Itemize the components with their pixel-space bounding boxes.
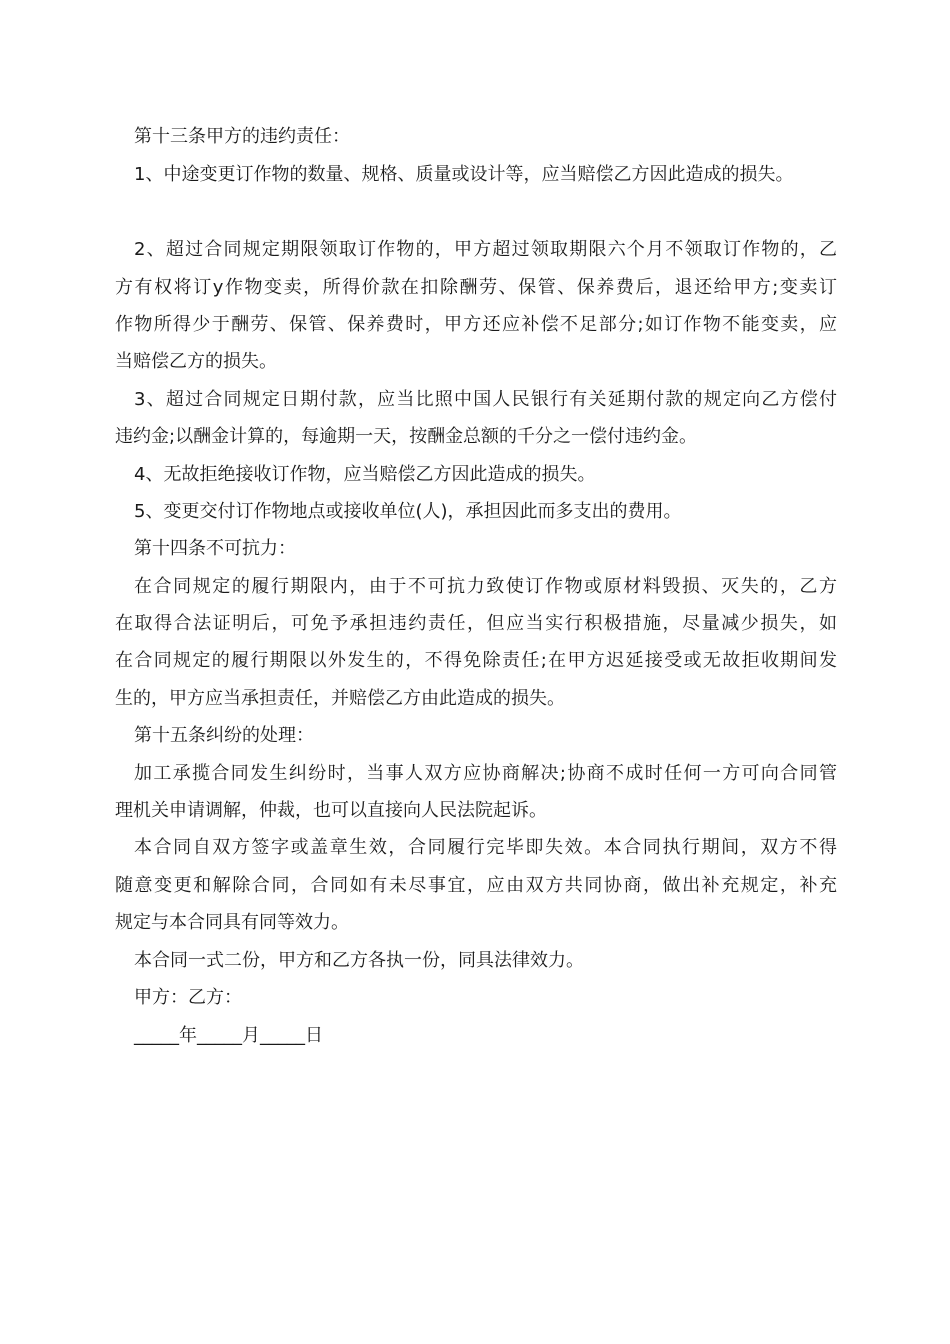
article-13-item-2-line-3: 作物所得少于酬劳、保管、保养费时，甲方还应补偿不足部分;如订作物不能变卖，应	[115, 314, 837, 335]
closing-effect-line-3: 规定与本合同具有同等效力。	[115, 912, 349, 933]
article-13-item-4: 4、无故拒绝接收订作物，应当赔偿乙方因此造成的损失。	[134, 464, 596, 485]
article-15-body-line-2: 理机关申请调解，仲裁，也可以直接向人民法院起诉。	[115, 800, 547, 821]
signature-parties: 甲方：乙方：	[134, 987, 242, 1008]
article-14-body-line-3: 在合同规定的履行期限以外发生的，不得免除责任;在甲方迟延接受或无故拒收期间发	[115, 650, 837, 671]
article-13-item-3-line-1: 3、超过合同规定日期付款，应当比照中国人民银行有关延期付款的规定向乙方偿付	[134, 389, 837, 410]
article-15-body-line-1: 加工承揽合同发生纠纷时，当事人双方应协商解决;协商不成时任何一方可向合同管	[134, 763, 837, 784]
article-13-item-1: 1、中途变更订作物的数量、规格、质量或设计等，应当赔偿乙方因此造成的损失。	[134, 164, 794, 185]
article-13-item-2-line-4: 当赔偿乙方的损失。	[115, 351, 277, 372]
article-13-item-5: 5、变更交付订作物地点或接收单位(人)，承担因此而多支出的费用。	[134, 501, 682, 522]
article-14-body-line-4: 生的，甲方应当承担责任，并赔偿乙方由此造成的损失。	[115, 688, 565, 709]
article-14-body-line-1: 在合同规定的履行期限内，由于不可抗力致使订作物或原材料毁损、灭失的，乙方	[134, 576, 837, 597]
article-15-heading: 第十五条纠纷的处理：	[134, 725, 314, 746]
article-13-heading: 第十三条甲方的违约责任：	[134, 126, 350, 147]
article-13-item-2-line-1: 2、超过合同规定期限领取订作物的，甲方超过领取期限六个月不领取订作物的，乙	[134, 239, 837, 260]
article-13-item-2-line-2: 方有权将订y作物变卖，所得价款在扣除酬劳、保管、保养费后，退还给甲方;变卖订	[115, 277, 837, 298]
article-14-body-line-2: 在取得合法证明后，可免予承担违约责任，但应当实行积极措施，尽量减少损失，如	[115, 613, 837, 634]
closing-copies: 本合同一式二份，甲方和乙方各执一份，同具法律效力。	[134, 950, 584, 971]
closing-effect-line-1: 本合同自双方签字或盖章生效，合同履行完毕即失效。本合同执行期间，双方不得	[134, 837, 837, 858]
closing-effect-line-2: 随意变更和解除合同，合同如有未尽事宜，应由双方共同协商，做出补充规定，补充	[115, 875, 837, 896]
signature-date: _____年_____月_____日	[134, 1025, 323, 1046]
article-13-item-3-line-2: 违约金;以酬金计算的，每逾期一天，按酬金总额的千分之一偿付违约金。	[115, 426, 698, 447]
article-14-heading: 第十四条不可抗力：	[134, 538, 296, 559]
